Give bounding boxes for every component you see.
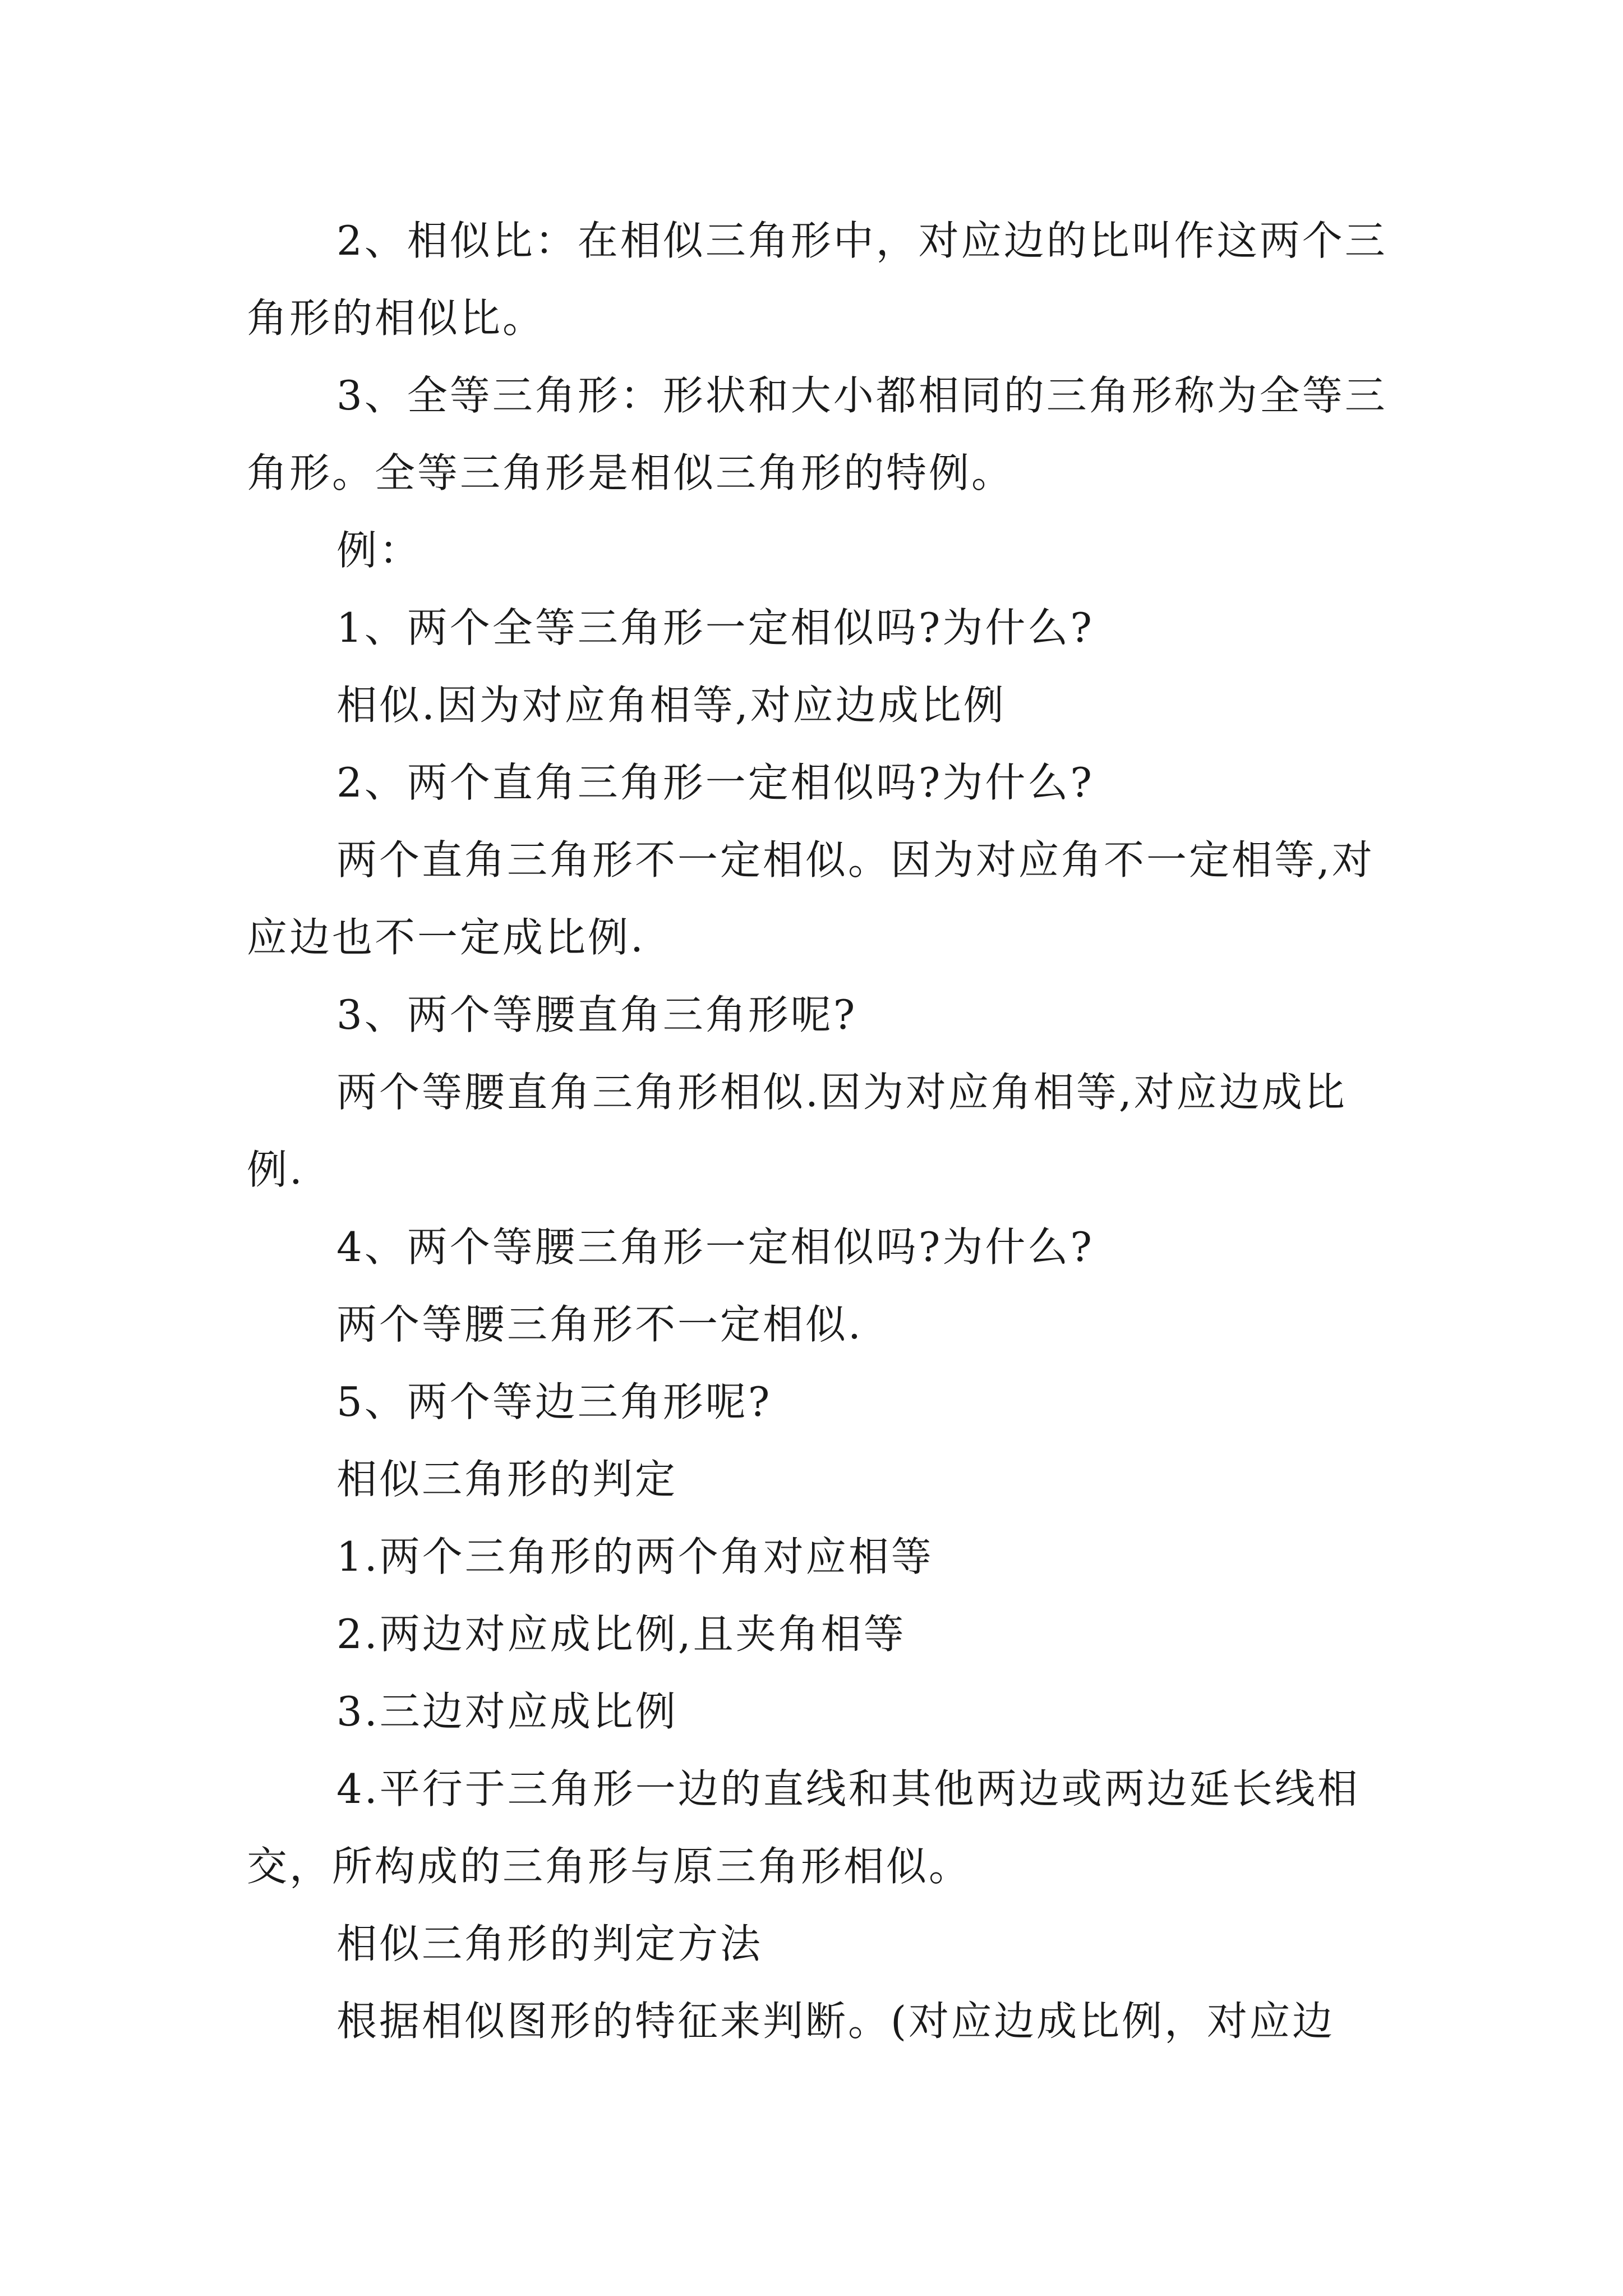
answer-4: 两个等腰三角形不一定相似.	[336, 1301, 863, 1348]
question-3: 3、两个等腰直角三角形呢?	[336, 991, 857, 1038]
criterion-item-4: 4.平行于三角形一边的直线和其他两边或两边延长线相交，所构成的三角形与原三角形相似。	[247, 1765, 1360, 1890]
criterion-item-2: 2.两边对应成比例,且夹角相等	[336, 1611, 906, 1658]
heading-methods: 相似三角形的判定方法	[336, 1920, 763, 1967]
criterion-item-3: 3.三边对应成比例	[336, 1688, 678, 1735]
question-5: 5、两个等边三角形呢?	[336, 1378, 772, 1425]
question-2: 2、两个直角三角形一定相似吗?为什么?	[336, 759, 1095, 806]
document-body	[247, 202, 1391, 2060]
question-4: 4、两个等腰三角形一定相似吗?为什么?	[336, 1223, 1095, 1271]
paragraph-example-label: 例：	[336, 527, 422, 574]
criterion-item-1: 1.两个三角形的两个角对应相等	[336, 1533, 934, 1580]
answer-1: 相似.因为对应角相等,对应边成比例	[336, 682, 1006, 729]
method-item-1: 根据相似图形的特征来判断。(对应边成比例，对应边	[336, 1998, 1335, 2045]
question-1: 1、两个全等三角形一定相似吗?为什么?	[336, 604, 1095, 651]
heading-criteria: 相似三角形的判定	[336, 1456, 678, 1503]
answer-2: 两个直角三角形不一定相似。因为对应角不一定相等,对应边也不一定成比例.	[247, 836, 1375, 961]
paragraph-definition-congruent: 3、全等三角形：形状和大小都相同的三角形称为全等三角形。全等三角形是相似三角形的特例。	[247, 372, 1387, 496]
paragraph-definition-ratio: 2、相似比：在相似三角形中，对应边的比叫作这两个三角形的相似比。	[247, 217, 1387, 342]
answer-3: 两个等腰直角三角形相似.因为对应角相等,对应边成比例.	[247, 1069, 1347, 1193]
